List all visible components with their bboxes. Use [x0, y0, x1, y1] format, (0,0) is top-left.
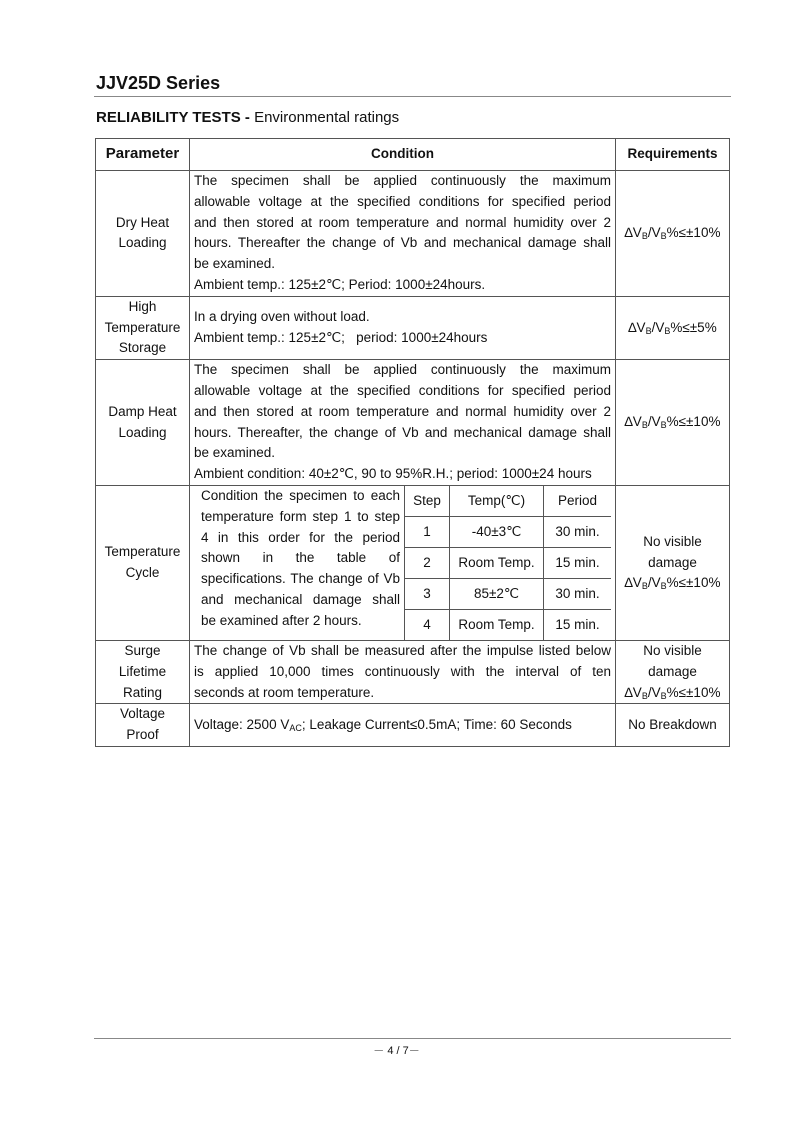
- req-sub: B: [641, 230, 648, 241]
- section-title-bold: RELIABILITY TESTS -: [96, 109, 250, 126]
- req-sub: B: [660, 581, 667, 592]
- page-number: － 4 / 7－: [373, 1045, 420, 1057]
- steps-row: [405, 547, 612, 578]
- header-requirements: Requirements: [616, 139, 730, 171]
- header-rule: [94, 96, 731, 97]
- step-number: 1: [405, 516, 450, 547]
- param-line: Surge: [124, 642, 161, 658]
- req-slash: /V: [651, 319, 665, 335]
- param-line: Loading: [118, 424, 167, 440]
- condition-line: In a drying oven without load.: [194, 309, 370, 325]
- step-number: 2: [405, 547, 450, 578]
- condition-line: be examined.: [194, 256, 276, 272]
- req-slash: /V: [647, 224, 661, 240]
- steps-header-row: [405, 486, 612, 517]
- condition-line: Condition the specimen to each: [201, 487, 400, 503]
- table-row: [96, 360, 730, 486]
- condition-cell: [190, 485, 616, 640]
- cycle-description: [194, 486, 404, 640]
- req-formula: [620, 573, 725, 594]
- condition-line: and then stored at room temperature and normal humidity over 2: [194, 214, 611, 230]
- table-row: [96, 485, 730, 640]
- param-line: Voltage: [119, 706, 166, 722]
- condition-cell: [190, 171, 616, 297]
- req-delta: ∆V: [624, 414, 642, 430]
- requirement-cell: [616, 704, 730, 747]
- condition-line: The change of Vb shall be measured after the impulse listed below: [194, 642, 611, 658]
- requirement-cell: [616, 171, 730, 297]
- step-period: 15 min.: [544, 609, 612, 640]
- req-line: No visible: [643, 642, 702, 658]
- req-slash: /V: [647, 575, 661, 591]
- req-sub: B: [641, 690, 648, 701]
- step-period: 30 min.: [544, 578, 612, 609]
- step-temp: Room Temp.: [450, 547, 544, 578]
- req-delta: ∆V: [624, 575, 642, 591]
- step-temp: Room Temp.: [450, 609, 544, 640]
- param-line: Loading: [118, 235, 167, 251]
- condition-line: be examined after 2 hours.: [201, 612, 362, 628]
- condition-line: and mechanical damage shall: [201, 591, 400, 607]
- req-delta: ∆V: [624, 224, 642, 240]
- step-number: 3: [405, 578, 450, 609]
- table-row: [96, 704, 730, 747]
- req-slash: /V: [647, 684, 661, 700]
- param-cell: [96, 360, 190, 486]
- table-row: [96, 640, 730, 703]
- req-sub: B: [641, 581, 648, 592]
- req-tail: %≤±5%: [670, 319, 717, 335]
- condition-line: temperature form step 1 to step: [201, 508, 400, 524]
- condition-line: The specimen shall be applied continuously the maximum: [194, 173, 611, 188]
- condition-line: allowable voltage at the specified conditions for specified period: [194, 382, 611, 398]
- step-period: 15 min.: [544, 547, 612, 578]
- req-tail: %≤±10%: [666, 224, 721, 240]
- steps-header-period: Period: [544, 486, 612, 517]
- header-parameter: Parameter: [96, 139, 190, 171]
- param-line: Proof: [126, 727, 159, 743]
- requirement-cell: [616, 485, 730, 640]
- req-delta: ∆V: [624, 684, 642, 700]
- condition-line: Ambient temp.: 125±2℃; period: 1000±24hours: [194, 329, 488, 345]
- condition-sub: AC: [289, 722, 302, 733]
- req-line: damage: [648, 554, 697, 570]
- req-tail: %≤±10%: [666, 684, 721, 700]
- req-line: No visible: [643, 533, 702, 549]
- series-title: JJV25D Series: [96, 73, 221, 93]
- footer-rule: [94, 1038, 731, 1039]
- condition-line: and then stored at room temperature and normal humidity over 2: [194, 403, 611, 419]
- param-cell: [96, 296, 190, 359]
- step-temp: 85±2℃: [450, 578, 544, 609]
- req-sub: B: [645, 325, 652, 336]
- req-sub: B: [660, 230, 667, 241]
- req-tail: %≤±10%: [666, 414, 721, 430]
- requirement-cell: [616, 360, 730, 486]
- param-line: Temperature: [104, 544, 181, 560]
- req-delta: ∆V: [628, 319, 646, 335]
- header-condition: Condition: [190, 139, 616, 171]
- param-line: Lifetime: [118, 663, 167, 679]
- condition-line: The specimen shall be applied continuously the maximum: [194, 362, 611, 378]
- condition-text: Voltage: 2500 V: [194, 716, 290, 732]
- param-line: High: [128, 298, 157, 314]
- requirement-cell: [616, 296, 730, 359]
- condition-line: shown in the table of: [201, 550, 400, 566]
- step-temp: -40±3℃: [450, 516, 544, 547]
- req-slash: /V: [647, 414, 661, 430]
- section-title: [96, 109, 399, 126]
- req-sub: B: [660, 690, 667, 701]
- steps-row: [405, 516, 612, 547]
- condition-line: Ambient condition: 40±2℃, 90 to 95%R.H.; period: 1000±24 hours: [194, 466, 592, 482]
- condition-line: is applied 10,000 times continuously with the interval of ten: [194, 663, 611, 679]
- condition-line: Ambient temp.: 125±2℃; Period: 1000±24hours.: [194, 276, 486, 292]
- condition-line: seconds at room temperature.: [194, 684, 375, 700]
- req-formula: [620, 683, 725, 704]
- param-cell: [96, 704, 190, 747]
- reliability-table: [95, 138, 730, 747]
- condition-line: hours. Thereafter, the change of Vb and mechanical damage shall: [194, 424, 611, 440]
- table-row: [96, 296, 730, 359]
- condition-text: ; Leakage Current≤0.5mA; Time: 60 Seconds: [301, 716, 572, 732]
- req-tail: %≤±10%: [666, 575, 721, 591]
- cycle-steps-table: [404, 486, 611, 640]
- param-line: Rating: [122, 684, 163, 700]
- steps-row: [405, 609, 612, 640]
- condition-line: hours. Thereafter the change of Vb and mechanical damage shall: [194, 235, 611, 251]
- step-number: 4: [405, 609, 450, 640]
- condition-cell: [190, 640, 616, 703]
- param-line: Cycle: [125, 564, 160, 580]
- step-period: 30 min.: [544, 516, 612, 547]
- condition-line: be examined.: [194, 445, 276, 461]
- param-line: Storage: [118, 340, 167, 356]
- condition-cell: [190, 296, 616, 359]
- table-header-row: [96, 139, 730, 171]
- condition-line: specifications. The change of Vb: [201, 571, 400, 587]
- req-text: No Breakdown: [628, 716, 717, 732]
- param-line: Temperature: [104, 319, 181, 335]
- steps-header-step: Step: [405, 486, 450, 517]
- req-sub: B: [664, 325, 671, 336]
- param-line: Damp Heat: [108, 403, 177, 419]
- param-cell: [96, 640, 190, 703]
- param-cell: [96, 485, 190, 640]
- req-sub: B: [660, 420, 667, 431]
- requirement-cell: [616, 640, 730, 703]
- steps-row: [405, 578, 612, 609]
- condition-line: allowable voltage at the specified conditions for specified period: [194, 193, 611, 209]
- condition-cell: [190, 360, 616, 486]
- condition-cell: [190, 704, 616, 747]
- steps-header-temp: Temp(℃): [450, 486, 544, 517]
- req-line: damage: [648, 663, 697, 679]
- condition-line: 4 in this order for the period: [201, 529, 400, 545]
- param-cell: [96, 171, 190, 297]
- section-title-rest: Environmental ratings: [249, 109, 400, 126]
- param-line: Dry Heat: [115, 214, 170, 230]
- req-sub: B: [641, 420, 648, 431]
- table-row: [96, 171, 730, 297]
